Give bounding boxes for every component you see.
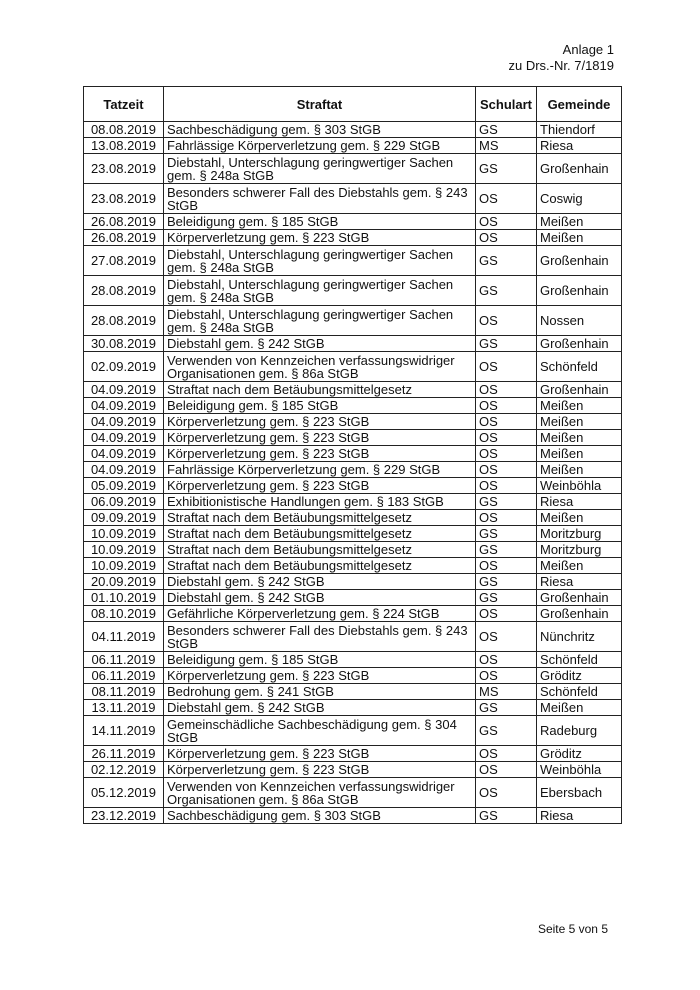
table-row <box>84 542 622 558</box>
cell-tatzeit: 26.11.2019 <box>84 746 164 762</box>
cell-gemeinde: Meißen <box>537 214 622 230</box>
cell-straftat: Körperverletzung gem. § 223 StGB <box>164 446 476 462</box>
table-row <box>84 652 622 668</box>
cell-tatzeit: 09.09.2019 <box>84 510 164 526</box>
cell-tatzeit: 04.09.2019 <box>84 398 164 414</box>
cell-straftat: Straftat nach dem Betäubungsmittelgesetz <box>164 558 476 574</box>
cell-gemeinde: Moritzburg <box>537 526 622 542</box>
cell-gemeinde: Meißen <box>537 558 622 574</box>
table-row <box>84 684 622 700</box>
cell-gemeinde: Meißen <box>537 414 622 430</box>
cell-tatzeit: 10.09.2019 <box>84 542 164 558</box>
cell-schulart: OS <box>476 414 537 430</box>
cell-gemeinde: Nossen <box>537 306 622 336</box>
cell-straftat: Diebstahl gem. § 242 StGB <box>164 336 476 352</box>
cell-schulart: OS <box>476 462 537 478</box>
cell-gemeinde: Großenhain <box>537 276 622 306</box>
cell-straftat: Diebstahl gem. § 242 StGB <box>164 700 476 716</box>
cell-schulart: MS <box>476 138 537 154</box>
table-row <box>84 462 622 478</box>
cell-schulart: OS <box>476 558 537 574</box>
cell-gemeinde: Großenhain <box>537 154 622 184</box>
cell-straftat: Fahrlässige Körperverletzung gem. § 229 StGB <box>164 462 476 478</box>
cell-schulart: GS <box>476 122 537 138</box>
cell-schulart: GS <box>476 700 537 716</box>
table-row <box>84 138 622 154</box>
table-row <box>84 606 622 622</box>
cell-schulart: MS <box>476 684 537 700</box>
cell-straftat: Körperverletzung gem. § 223 StGB <box>164 478 476 494</box>
cell-schulart: OS <box>476 382 537 398</box>
cell-gemeinde: Meißen <box>537 700 622 716</box>
table-row <box>84 246 622 276</box>
cell-tatzeit: 26.08.2019 <box>84 230 164 246</box>
table-row <box>84 276 622 306</box>
cell-straftat: Körperverletzung gem. § 223 StGB <box>164 762 476 778</box>
cell-straftat: Gemeinschädliche Sachbeschädigung gem. § 304 StGB <box>164 716 476 746</box>
cell-tatzeit: 04.11.2019 <box>84 622 164 652</box>
cell-tatzeit: 05.09.2019 <box>84 478 164 494</box>
cell-straftat: Sachbeschädigung gem. § 303 StGB <box>164 808 476 824</box>
cell-schulart: OS <box>476 668 537 684</box>
cell-tatzeit: 14.11.2019 <box>84 716 164 746</box>
cell-tatzeit: 04.09.2019 <box>84 462 164 478</box>
cell-schulart: OS <box>476 430 537 446</box>
table-row <box>84 622 622 652</box>
cell-schulart: GS <box>476 542 537 558</box>
table-row <box>84 590 622 606</box>
cell-schulart: OS <box>476 778 537 808</box>
cell-straftat: Diebstahl, Unterschlagung geringwertiger Sachen gem. § 248a StGB <box>164 276 476 306</box>
cell-gemeinde: Moritzburg <box>537 542 622 558</box>
cell-schulart: GS <box>476 574 537 590</box>
cell-schulart: OS <box>476 230 537 246</box>
cell-gemeinde: Großenhain <box>537 590 622 606</box>
cell-straftat: Beleidigung gem. § 185 StGB <box>164 398 476 414</box>
cell-schulart: GS <box>476 526 537 542</box>
table-row <box>84 336 622 352</box>
cell-schulart: OS <box>476 352 537 382</box>
table-row <box>84 716 622 746</box>
cell-straftat: Exhibitionistische Handlungen gem. § 183 StGB <box>164 494 476 510</box>
cell-straftat: Diebstahl, Unterschlagung geringwertiger Sachen gem. § 248a StGB <box>164 154 476 184</box>
table-row <box>84 526 622 542</box>
cell-tatzeit: 08.11.2019 <box>84 684 164 700</box>
cell-straftat: Verwenden von Kennzeichen verfassungswidriger Organisationen gem. § 86a StGB <box>164 352 476 382</box>
cell-tatzeit: 23.08.2019 <box>84 184 164 214</box>
cell-straftat: Besonders schwerer Fall des Diebstahls gem. § 243 StGB <box>164 184 476 214</box>
cell-tatzeit: 20.09.2019 <box>84 574 164 590</box>
cell-straftat: Diebstahl gem. § 242 StGB <box>164 574 476 590</box>
cell-schulart: OS <box>476 622 537 652</box>
header-schulart: Schulart <box>476 87 537 122</box>
cell-gemeinde: Großenhain <box>537 606 622 622</box>
cell-gemeinde: Riesa <box>537 494 622 510</box>
table-row <box>84 668 622 684</box>
cell-straftat: Körperverletzung gem. § 223 StGB <box>164 414 476 430</box>
cell-straftat: Straftat nach dem Betäubungsmittelgesetz <box>164 382 476 398</box>
cell-straftat: Straftat nach dem Betäubungsmittelgesetz <box>164 542 476 558</box>
cell-gemeinde: Großenhain <box>537 336 622 352</box>
cell-gemeinde: Ebersbach <box>537 778 622 808</box>
table-row <box>84 382 622 398</box>
cell-schulart: GS <box>476 494 537 510</box>
cell-gemeinde: Meißen <box>537 430 622 446</box>
table-row <box>84 122 622 138</box>
cell-straftat: Körperverletzung gem. § 223 StGB <box>164 668 476 684</box>
table-row <box>84 558 622 574</box>
cell-schulart: GS <box>476 246 537 276</box>
attachment-reference <box>509 42 615 74</box>
cell-schulart: OS <box>476 652 537 668</box>
cell-schulart: OS <box>476 510 537 526</box>
cell-schulart: OS <box>476 478 537 494</box>
offense-table <box>83 86 622 824</box>
header-tatzeit: Tatzeit <box>84 87 164 122</box>
cell-gemeinde: Gröditz <box>537 746 622 762</box>
table-row <box>84 214 622 230</box>
cell-schulart: GS <box>476 276 537 306</box>
cell-schulart: GS <box>476 336 537 352</box>
cell-tatzeit: 02.12.2019 <box>84 762 164 778</box>
cell-straftat: Fahrlässige Körperverletzung gem. § 229 StGB <box>164 138 476 154</box>
cell-tatzeit: 13.11.2019 <box>84 700 164 716</box>
cell-tatzeit: 13.08.2019 <box>84 138 164 154</box>
table-row <box>84 478 622 494</box>
cell-straftat: Beleidigung gem. § 185 StGB <box>164 214 476 230</box>
table-row <box>84 494 622 510</box>
table-row <box>84 746 622 762</box>
cell-tatzeit: 02.09.2019 <box>84 352 164 382</box>
cell-schulart: OS <box>476 762 537 778</box>
cell-tatzeit: 01.10.2019 <box>84 590 164 606</box>
cell-gemeinde: Schönfeld <box>537 652 622 668</box>
table-row <box>84 230 622 246</box>
cell-tatzeit: 26.08.2019 <box>84 214 164 230</box>
cell-straftat: Straftat nach dem Betäubungsmittelgesetz <box>164 510 476 526</box>
table-row <box>84 414 622 430</box>
cell-schulart: OS <box>476 746 537 762</box>
table-row <box>84 430 622 446</box>
cell-schulart: OS <box>476 398 537 414</box>
cell-straftat: Diebstahl gem. § 242 StGB <box>164 590 476 606</box>
cell-straftat: Bedrohung gem. § 241 StGB <box>164 684 476 700</box>
cell-tatzeit: 08.10.2019 <box>84 606 164 622</box>
cell-straftat: Beleidigung gem. § 185 StGB <box>164 652 476 668</box>
cell-schulart: GS <box>476 154 537 184</box>
cell-straftat: Straftat nach dem Betäubungsmittelgesetz <box>164 526 476 542</box>
cell-gemeinde: Meißen <box>537 230 622 246</box>
cell-gemeinde: Meißen <box>537 446 622 462</box>
cell-gemeinde: Großenhain <box>537 382 622 398</box>
cell-gemeinde: Riesa <box>537 138 622 154</box>
cell-gemeinde: Thiendorf <box>537 122 622 138</box>
cell-tatzeit: 06.11.2019 <box>84 668 164 684</box>
cell-tatzeit: 23.12.2019 <box>84 808 164 824</box>
page-number: Seite 5 von 5 <box>537 922 608 936</box>
cell-tatzeit: 06.09.2019 <box>84 494 164 510</box>
table-header-row <box>84 87 622 122</box>
cell-tatzeit: 10.09.2019 <box>84 558 164 574</box>
attachment-label: Anlage 1 <box>562 42 614 57</box>
cell-schulart: GS <box>476 808 537 824</box>
cell-straftat: Gefährliche Körperverletzung gem. § 224 StGB <box>164 606 476 622</box>
table-row <box>84 446 622 462</box>
cell-gemeinde: Riesa <box>537 808 622 824</box>
cell-gemeinde: Riesa <box>537 574 622 590</box>
cell-tatzeit: 28.08.2019 <box>84 306 164 336</box>
cell-gemeinde: Weinböhla <box>537 762 622 778</box>
cell-gemeinde: Schönfeld <box>537 352 622 382</box>
cell-gemeinde: Meißen <box>537 462 622 478</box>
table-row <box>84 184 622 214</box>
cell-gemeinde: Nünchritz <box>537 622 622 652</box>
cell-tatzeit: 30.08.2019 <box>84 336 164 352</box>
cell-schulart: GS <box>476 716 537 746</box>
cell-tatzeit: 04.09.2019 <box>84 382 164 398</box>
cell-gemeinde: Radeburg <box>537 716 622 746</box>
cell-tatzeit: 04.09.2019 <box>84 430 164 446</box>
cell-tatzeit: 08.08.2019 <box>84 122 164 138</box>
cell-tatzeit: 10.09.2019 <box>84 526 164 542</box>
header-straftat: Straftat <box>164 87 476 122</box>
cell-gemeinde: Weinböhla <box>537 478 622 494</box>
header-gemeinde: Gemeinde <box>537 87 622 122</box>
cell-schulart: OS <box>476 446 537 462</box>
cell-straftat: Diebstahl, Unterschlagung geringwertiger Sachen gem. § 248a StGB <box>164 306 476 336</box>
table-row <box>84 700 622 716</box>
cell-gemeinde: Meißen <box>537 510 622 526</box>
table-row <box>84 398 622 414</box>
table-row <box>84 762 622 778</box>
cell-gemeinde: Meißen <box>537 398 622 414</box>
table-row <box>84 510 622 526</box>
cell-straftat: Besonders schwerer Fall des Diebstahls gem. § 243 StGB <box>164 622 476 652</box>
document-number: zu Drs.-Nr. 7/1819 <box>508 58 614 73</box>
cell-gemeinde: Schönfeld <box>537 684 622 700</box>
table-body <box>84 122 622 824</box>
cell-tatzeit: 04.09.2019 <box>84 446 164 462</box>
cell-schulart: OS <box>476 306 537 336</box>
cell-schulart: GS <box>476 590 537 606</box>
cell-tatzeit: 05.12.2019 <box>84 778 164 808</box>
cell-tatzeit: 04.09.2019 <box>84 414 164 430</box>
cell-gemeinde: Coswig <box>537 184 622 214</box>
cell-schulart: OS <box>476 214 537 230</box>
cell-schulart: OS <box>476 184 537 214</box>
cell-gemeinde: Großenhain <box>537 246 622 276</box>
cell-schulart: OS <box>476 606 537 622</box>
cell-tatzeit: 06.11.2019 <box>84 652 164 668</box>
cell-straftat: Verwenden von Kennzeichen verfassungswidriger Organisationen gem. § 86a StGB <box>164 778 476 808</box>
cell-tatzeit: 27.08.2019 <box>84 246 164 276</box>
cell-tatzeit: 28.08.2019 <box>84 276 164 306</box>
table-row <box>84 352 622 382</box>
table-row <box>84 808 622 824</box>
cell-straftat: Körperverletzung gem. § 223 StGB <box>164 430 476 446</box>
cell-tatzeit: 23.08.2019 <box>84 154 164 184</box>
table-row <box>84 306 622 336</box>
cell-straftat: Körperverletzung gem. § 223 StGB <box>164 230 476 246</box>
table-row <box>84 574 622 590</box>
cell-gemeinde: Gröditz <box>537 668 622 684</box>
table-row <box>84 778 622 808</box>
cell-straftat: Diebstahl, Unterschlagung geringwertiger Sachen gem. § 248a StGB <box>164 246 476 276</box>
table-row <box>84 154 622 184</box>
cell-straftat: Sachbeschädigung gem. § 303 StGB <box>164 122 476 138</box>
cell-straftat: Körperverletzung gem. § 223 StGB <box>164 746 476 762</box>
